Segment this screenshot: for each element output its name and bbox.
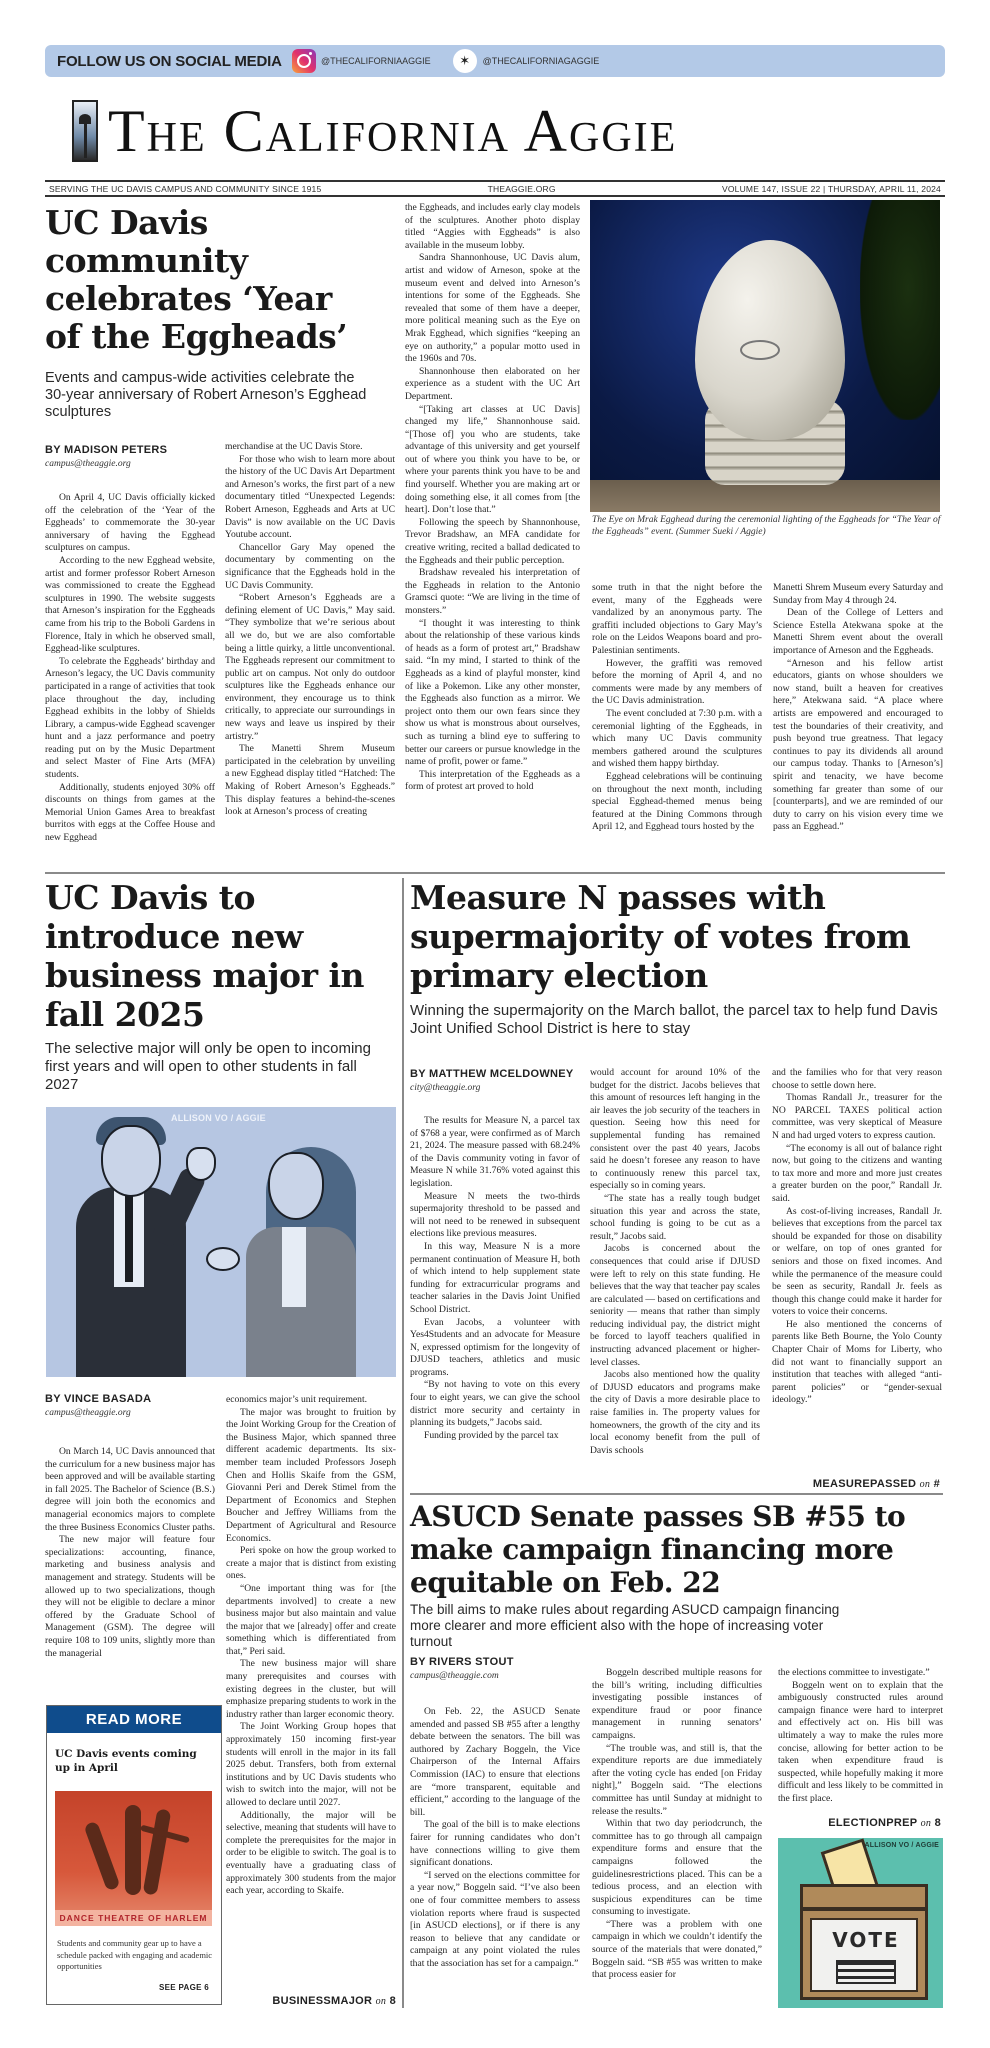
asucd-byline: BY RIVERS STOUT [410, 1656, 514, 1668]
asucd-byline-block [410, 1656, 580, 1681]
business-deck: The selective major will only be open to incoming first years and will open to other students in fall 2027 [45, 1040, 371, 1093]
paragraph: would account for around 10% of the budget for the district. Jacobs believes that this amount of resources left hanging in the air leaves the job security of the teachers in question. Seeing how this need for supplemental funding has remained consistent over the past 40 years, Jacobs said he doesn’t foresee any reason to have to continuously renew this parcel tax, especially so in coming years. [590, 1067, 760, 1192]
ballot-slot-shape [836, 1960, 896, 1984]
eggheads-col-3 [405, 202, 580, 794]
measure-n-byline: BY MATTHEW MCELDOWNEY [410, 1068, 574, 1080]
woman-hand-shape [206, 1247, 240, 1271]
illustration-credit: ALLISON VO / AGGIE [864, 1842, 939, 1849]
vote-word: VOTE [832, 1928, 900, 1952]
measure-n-email[interactable]: city@theaggie.org [410, 1083, 481, 1093]
paragraph: The results for Measure N, a parcel tax of $768 a year, were confirmed as of March 21, 2024. The measure passed with 68.24% of the Davis community voting in favor of Measure N while 31.76% voted against this legislation. [410, 1115, 580, 1189]
paragraph: The new major will feature four specializations: accounting, finance, marketing and business analysis and management and strategy. Students will be allowed up to two specializations, though they will not be eligible to declare a minor offered by the Graduate School of Management (GSM). The degree will require 108 to 109 units, slightly more than the managerial [45, 1534, 215, 1659]
paragraph: On March 14, UC Davis announced that the curriculum for a new business major has been approved and will be available starting in fall 2025. The Bachelor of Science (B.S.) degree will join both the economics and managerial economics majors to complete the three Business Economics Cluster paths. [45, 1446, 215, 1533]
paragraph: To celebrate the Eggheads’ birthday and Arneson’s legacy, the UC Davis community participated in a range of activities that took place throughout the day, including Egghead exhibits in the lobby of Shields Library, a campus-wide Egghead scavenger hunt and a jazz performance and poetry reading put on by the Music Department and select Master of Fine Arts (MFA) students. [45, 655, 215, 781]
paragraph: “The trouble was, and still is, that the expenditure reports are due immediately after the voting cycle has ended [on Friday night],” Boggeln said. “The elections committee has until Sunday at midnight to release the results.” [592, 1742, 762, 1817]
issue-info: VOLUME 147, ISSUE 22 | THURSDAY, APRIL 11, 2024 [721, 183, 941, 194]
read-more-box[interactable] [46, 1705, 222, 2005]
eggheads-byline-block [45, 444, 215, 469]
ballot-box-illustration[interactable] [778, 1838, 943, 2008]
paragraph: Evan Jacobs, a volunteer with Yes4Students and an advocate for Measure N, expressed optimism for the longevity of DJUSD teachers, athletics and music programs. [410, 1316, 580, 1378]
paragraph: Manetti Shrem Museum every Saturday and Sunday from May 4 through 24. [773, 582, 943, 606]
paragraph: “One important thing was for [the departments involved] to create a new business major but also maintain and value the major that we [already] offer and create something which is differentiated from that,” Peri said. [226, 1582, 396, 1657]
asucd-col-1 [410, 1706, 580, 1970]
paragraph: The Joint Working Group hopes that approximately 150 incoming first-year students will enroll in the major in its fall 2025 debut. Transfers, both from external institutions and by UC Davis students who wish to switch into the major, will not be allowed to declare until 2027. [226, 1721, 396, 1808]
man-head-shape [101, 1125, 161, 1197]
eggheads-col-4 [592, 582, 762, 834]
man-tie-shape [125, 1192, 133, 1282]
paragraph: On Feb. 22, the ASUCD Senate amended and passed SB #55 after a lengthy debate between the senators. The bill was authored by Zachary Boggeln, the Vice Chairperson of the Internal Affairs Commission (IAC) to ensure that elections are “more transparent, equitable and efficient,” according to the language of the bill. [410, 1706, 580, 1818]
dancer-shape [83, 1821, 120, 1892]
paragraph: “[Taking art classes at UC Davis] changed my life,” Shannonhouse said. “[Those of] you who are students, take advantage of this university and get yourself out of where you think you have to be, or where your parents think you have to be and find yourself. Whether you are making art or doing something else, it all comes from [the heart]. Don’t lose that.” [405, 403, 580, 516]
measure-n-col-1 [410, 1115, 580, 1442]
business-email[interactable]: campus@theaggie.org [45, 1408, 131, 1418]
paragraph: On April 4, UC Davis officially kicked off the celebration of the ‘Year of the Eggheads’ to commemorate the 30-year anniversary of having the Egghead sculptures on campus. [45, 492, 215, 554]
paragraph: Egghead celebrations will be continuing on throughout the next month, including special Egghead-themed menus being featured at the Dining Commons through April 12, and Egghead tours hosted by the [592, 770, 762, 833]
paragraph: Thomas Randall Jr., treasurer for the NO PARCEL TAXES political action committee, was very skeptical of Measure N and had urged voters to express caution. [772, 1092, 942, 1141]
paragraph: Measure N meets the two-thirds supermajority threshold to be passed and will not need to be renewed in subsequent elections like previous measures. [410, 1190, 580, 1240]
paragraph: “The state has a really tough budget situation this year and across the state, school funding is going to be cut as a result,” Jacobs said. [590, 1192, 760, 1242]
paragraph: According to the new Egghead website, artist and former professor Robert Arneson was commissioned to create the Egghead sculptures in 1990. The website suggests that Arneson’s inspiration for the Eggheads came from his trip to the Boboli Gardens in Florence, Italy in which he observed small, Egghead-like sculptures. [45, 554, 215, 655]
paragraph: As cost-of-living increases, Randall Jr. believes that exceptions from the parcel tax should be expanded for those on disability or welfare, on top of ones granted for seniors and those on fixed incomes. And while the permanence of the measure could be seen as security, Randall Jr. feels as though this change could make it harder for voters to voice their concerns. [772, 1205, 942, 1318]
paragraph: Bradshaw revealed his interpretation of the Eggheads in relation to the Antonio Gramsci quote: “We are living in the time of monsters.” [405, 567, 580, 616]
egghead-sculpture-shape [695, 240, 845, 440]
jump-slug: BUSINESSMAJOR [272, 1995, 373, 2007]
asucd-col-2 [592, 1667, 762, 1982]
woman-head-shape [268, 1152, 324, 1220]
paragraph: The Manetti Shrem Museum participated in the celebration by unveiling a new Egghead display titled “Hatched: The Making of Robert Arneson’s Eggheads.” This display features a behind-the-scenes look at Arneson’s process of creating [225, 743, 395, 818]
business-illustration[interactable] [46, 1107, 396, 1377]
paragraph: For those who wish to learn more about the history of the UC Davis Art Department and Arneson’s works, the first part of a new documentary titled “Unexpected Legends: Robert Arneson, Eggheads and Arts at UC Davis” is now available on the UC Davis Youtube account. [225, 453, 395, 541]
paragraph: “I thought it was interesting to think about the relationship of these various kinds of heads as a form of protest art,” Bradshaw said. “In my mind, I started to think of the Eggheads as a kind of playful monster, kind of like a Pokemon. Like any other monster, the Eggheads also function as a mirror. We project onto them our own fears since they show us what is monstrous about ourselves, such as turning a blind eye to suffering to better our careers or pursue knowledge in the name of profit, power or fame.” [405, 617, 580, 768]
tree-shape [860, 200, 940, 420]
website-link[interactable]: THEAGGIE.ORG [487, 183, 556, 194]
section-divider [410, 1493, 943, 1495]
article-eggheads [0, 0, 990, 880]
paragraph: “By not having to vote on this every four to eight years, we can give the school district more security and certainty in planning its budgets,” Jacobs said. [410, 1379, 580, 1429]
ballot-box-lid-shape [800, 1884, 928, 1910]
egghead-photo[interactable] [590, 200, 940, 512]
paragraph: Peri spoke on how the group worked to create a major that is distinct from existing ones. [226, 1545, 396, 1582]
paragraph: Following the speech by Shannonhouse, Trevor Bradshaw, an MFA candidate for creative writing, recited a ballad dedicated to the Eggheads and their public perception. [405, 516, 580, 566]
paragraph: Boggeln went on to explain that the ambiguously constructed rules around campaign finance were hard to interpret and effectively act on. His bill was ultimately a way to make the rules more concise, allowing for better action to be taken when expenditure fraud is suspected, while hopefully making it more difficult and less likely to be committed in the first place. [778, 1679, 943, 1804]
measure-n-deck: Winning the supermajority on the March ballot, the parcel tax to help fund Davis Joint Unified School District is here to stay [410, 1002, 938, 1037]
paragraph: Dean of the College of Letters and Science Estella Atekwana spoke at the Manetti Shrem event about the overall importance of Arneson and the Eggheads. [773, 607, 943, 656]
business-jump-link[interactable] [226, 1995, 396, 2007]
paragraph: Within that two day periodcrunch, the committee has to go through all campaign expenditure forms and ensure that the campaigns followed the guidelinesrestrictions placed. This can be a tedious process, and an election with suspicious expenditures can be time consuming to investigate. [592, 1818, 762, 1918]
jump-slug: ELECTIONPREP [828, 1817, 918, 1829]
paragraph: the elections committee to investigate.” [778, 1667, 930, 1678]
tagline: SERVING THE UC DAVIS CAMPUS AND COMMUNITY SINCE 1915 [49, 183, 322, 194]
paragraph: He also mentioned the concerns of parents like Beth Bourne, the Yolo County Chapter Chair of Moms for Liberty, who did not want to financially support an institution that teaches with alleged “anti-parent policies” or “gender-sexual ideology.” [772, 1318, 942, 1406]
ballot-box-label-panel [810, 1918, 918, 1992]
paragraph: Jacobs is concerned about the consequences that could arise if DJUSD were left to rely on this state funding. He believes that the way that teacher pay scales are calculated — based on certifications and seniority — means that rather than simply reducing individual pay, the district might be forced to layoff teachers qualified in instructing advanced placement or higher-level classes. [590, 1243, 760, 1368]
dancer-shape [125, 1805, 141, 1895]
read-more-header: READ MORE [47, 1706, 221, 1733]
eggheads-deck: Events and campus-wide activities celebrate the 30-year anniversary of Robert Arneson’s Egghead sculptures [45, 370, 367, 420]
dance-theatre-image [55, 1791, 212, 1926]
paragraph: Sandra Shannonhouse, UC Davis alum, artist and widow of Arneson, spoke at the museum event and delved into Arneson’s intentions for some of the Eggheads. She revealed that some of them have a deeper, more political meaning such as the Eye on Mrak Egghead, which signifies “keeping an eye on authority,” a popular motto used in the 1960s and 70s. [405, 252, 580, 365]
paragraph: Chancellor Gary May opened the documentary by commenting on the significance that the Eggheads hold in the UC Davis Community. [225, 541, 395, 591]
egghead-photo-caption: The Eye on Mrak Egghead during the ceremonial lighting of the Eggheads for “The Year of the Eggheads” event. (Summer Sueki / Aggie) [592, 515, 941, 537]
measure-n-headline[interactable]: Measure N passes with supermajority of votes from primary election [410, 878, 911, 995]
paragraph: The goal of the bill is to make elections fairer for running candidates who don’t have connections willing to give them significant donations. [410, 1819, 580, 1869]
paragraph: The new business major will share many prerequisites and courses with existing degrees in the cluster, but will emphasize preparing students to work in the industry rather than larger economic theory. [226, 1658, 396, 1720]
x-icon: ✶ [453, 49, 477, 73]
woman-shirt-shape [282, 1227, 306, 1307]
business-col-2 [226, 1394, 396, 1898]
paragraph: the Eggheads, and includes early clay models of the sculptures. Another photo display titled “Aggies with Eggheads” is also available in the museum lobby. [405, 202, 580, 251]
asucd-email[interactable]: campus@theaggie.com [410, 1671, 499, 1681]
follow-label: FOLLOW US ON SOCIAL MEDIA [57, 52, 282, 70]
paragraph: The event concluded at 7:30 p.m. with a ceremonial lighting of the Eggheads, in which many UC Davis community members gathered around the sculptures and wished them happy birthday. [592, 707, 762, 770]
jump-page: 8 [934, 1817, 941, 1829]
paragraph: Additionally, the major will be selective, meaning that students will have to complete the prerequisites for the major in order to be eligible to switch. The goal is to eventually have a graduating class of approximately 300 students from the major each year, according to Skaife. [226, 1809, 396, 1897]
paragraph: some truth in that the night before the event, many of the Eggheads were vandalized by an anonymous party. The graffiti included objections to Gary May’s role on the Leidos Weapons board and pro-Palestinian sentiments. [592, 582, 762, 656]
section-divider [45, 872, 945, 874]
dance-theatre-banner: DANCE THEATRE OF HARLEM [55, 1910, 212, 1926]
paragraph: “The economy is all out of balance right now, but going to the citizens and wanting to tax more and more and more just creates a greater burden on the poor,” Randall Jr. said. [772, 1142, 942, 1204]
eggheads-byline: BY MADISON PETERS [45, 444, 168, 456]
jump-page: # [933, 1478, 940, 1490]
measure-n-jump-link[interactable] [772, 1478, 940, 1490]
paragraph: Jacobs also mentioned how the quality of DJUSD educators and programs make the city of Davis a more desirable place to raise families in. The property values for homeowners, the growth of the city and its local economy benefit from the pull of Davis schools [590, 1369, 760, 1456]
paragraph: This interpretation of the Eggheads as a form of protest art proved to hold [405, 768, 580, 793]
eggheads-col-5 [773, 582, 943, 834]
paragraph: The major was brought to fruition by the Joint Working Group for the Creation of the Business Major, which spanned three different academic departments. Its six-member team included Professors Joseph Chen and Hollis Skaife from the GSM, Giovanni Peri and Derek Stimel from the Department of Economics and Stephen Boucher and Jeffrey Williams from the Department of Agricultural and Resource Economics. [226, 1406, 396, 1544]
asucd-headline[interactable]: ASUCD Senate passes SB #55 to make campaign financing more equitable on Feb. 22 [410, 1500, 906, 1599]
paragraph: “Arneson and his fellow artist educators, giants on whose shoulders we now stand, built a heaven for creatives here,” Atekwana said. “A place where artists are empowered and encouraged to test the boundaries of their creativity, and push beyond true greatness. That legacy continues to pay its dividends all around our campus today. Thanks to [Arneson’s] spirit and tenacity, we have become something far greater than some of our [counterparts], and we are reminded of our duty to carry on his vision every time we pass an Egghead.” [773, 657, 943, 833]
jump-slug: MEASUREPASSED [812, 1478, 917, 1490]
column-divider [402, 878, 404, 2008]
see-page-link[interactable]: SEE PAGE 6 [159, 1982, 209, 1992]
dancer-shape [143, 1808, 172, 1895]
newspaper-title[interactable]: The California Aggie [108, 98, 678, 164]
paragraph: “There was a problem with one campaign in which we couldn’t identify the source of the materials that were donated,” Boggeln said. “SB #55 was written to make that process easier for [592, 1918, 762, 1981]
paragraph: Funding provided by the parcel tax [424, 1429, 559, 1441]
x-handle: @THECALIFORNIAGAGGIE [482, 56, 600, 66]
paragraph: economics major’s unit requirement. [226, 1394, 368, 1405]
instagram-handle: @THECALIFORNIAAGGIE [321, 56, 431, 66]
egghead-eye-shape [740, 340, 780, 360]
paragraph: “I served on the elections committee for a year now,” Boggeln said. “I’ve also been one of four committee members to assess violation reports where fraud is suspected [in ASUCD elections], or if there is any reason to believe that any candidate or campaign at any point violated the rules that the association has set for a campaign.” [410, 1869, 580, 1969]
business-byline: BY VINCE BASADA [45, 1393, 152, 1405]
paragraph: and the families who for that very reason choose to settle down here. [772, 1067, 942, 1091]
paragraph: However, the graffiti was removed before the morning of April 4, and no comments were made by any members of the UC Davis administration. [592, 657, 762, 707]
read-more-title[interactable]: UC Davis events coming up in April [55, 1748, 197, 1774]
jump-on: on [375, 1996, 387, 2007]
business-col-1 [45, 1446, 215, 1660]
eggheads-col-2 [225, 441, 395, 819]
business-headline[interactable]: UC Davis to introduce new business major in fall 2025 [45, 878, 364, 1034]
jump-on: on [919, 1479, 931, 1490]
paragraph: merchandise at the UC Davis Store. [225, 441, 363, 452]
measure-n-col-3 [772, 1067, 942, 1407]
man-hand-shape [186, 1147, 216, 1181]
paragraph: Additionally, students enjoyed 30% off discounts on things from games at the Memorial Union Games Area to breakfast burritos with eggs at the Coffee House and new Egghead [45, 781, 215, 844]
eggheads-col-1 [45, 492, 215, 845]
measure-n-byline-block [410, 1068, 590, 1093]
measure-n-col-2 [590, 1067, 760, 1457]
asucd-deck: The bill aims to make rules about regarding ASUCD campaign financing more clearer and more efficient also with the hope of increasing voter turnout [410, 1602, 840, 1649]
read-more-description: Students and community gear up to have a schedule packed with engaging and academic opportunities [57, 1938, 213, 1971]
illustration-credit: ALLISON VO / AGGIE [171, 1113, 266, 1123]
eggheads-email[interactable]: campus@theaggie.org [45, 459, 131, 469]
jump-page: 8 [389, 1995, 396, 2007]
jump-on: on [920, 1818, 932, 1829]
paragraph: “Robert Arneson’s Eggheads are a defining element of UC Davis,” May said. “They symbolize that we’re serious about all we do, but we are also comfortable being a little quirky, a little unconventional. The Eggheads represent our commitment to public art on campus. Not only do outdoor sculptures like the Eggheads enhance our environment, they encourage us to think critically, to appreciate our surroundings in new ways and leave us inspired by their artistry.” [225, 592, 395, 742]
paragraph: Boggeln described multiple reasons for the bill’s writing, including difficulties investigating possible instances of expenditure fraud or poor finance management in running senators’ campaigns. [592, 1667, 762, 1741]
eggheads-headline[interactable]: UC Davis community celebrates ‘Year of the Eggheads’ [45, 203, 348, 356]
asucd-jump-link[interactable] [778, 1817, 941, 1829]
asucd-col-3 [778, 1667, 943, 1806]
business-byline-block [45, 1393, 215, 1418]
paragraph: Shannonhouse then elaborated on her experience as a student with the UC Art Department. [405, 365, 580, 402]
paragraph: In this way, Measure N is a more permanent continuation of Measure H, both of which intend to help supplement state funding for extracurricular programs and teacher salaries in the Davis Joint Unified School District. [410, 1240, 580, 1315]
